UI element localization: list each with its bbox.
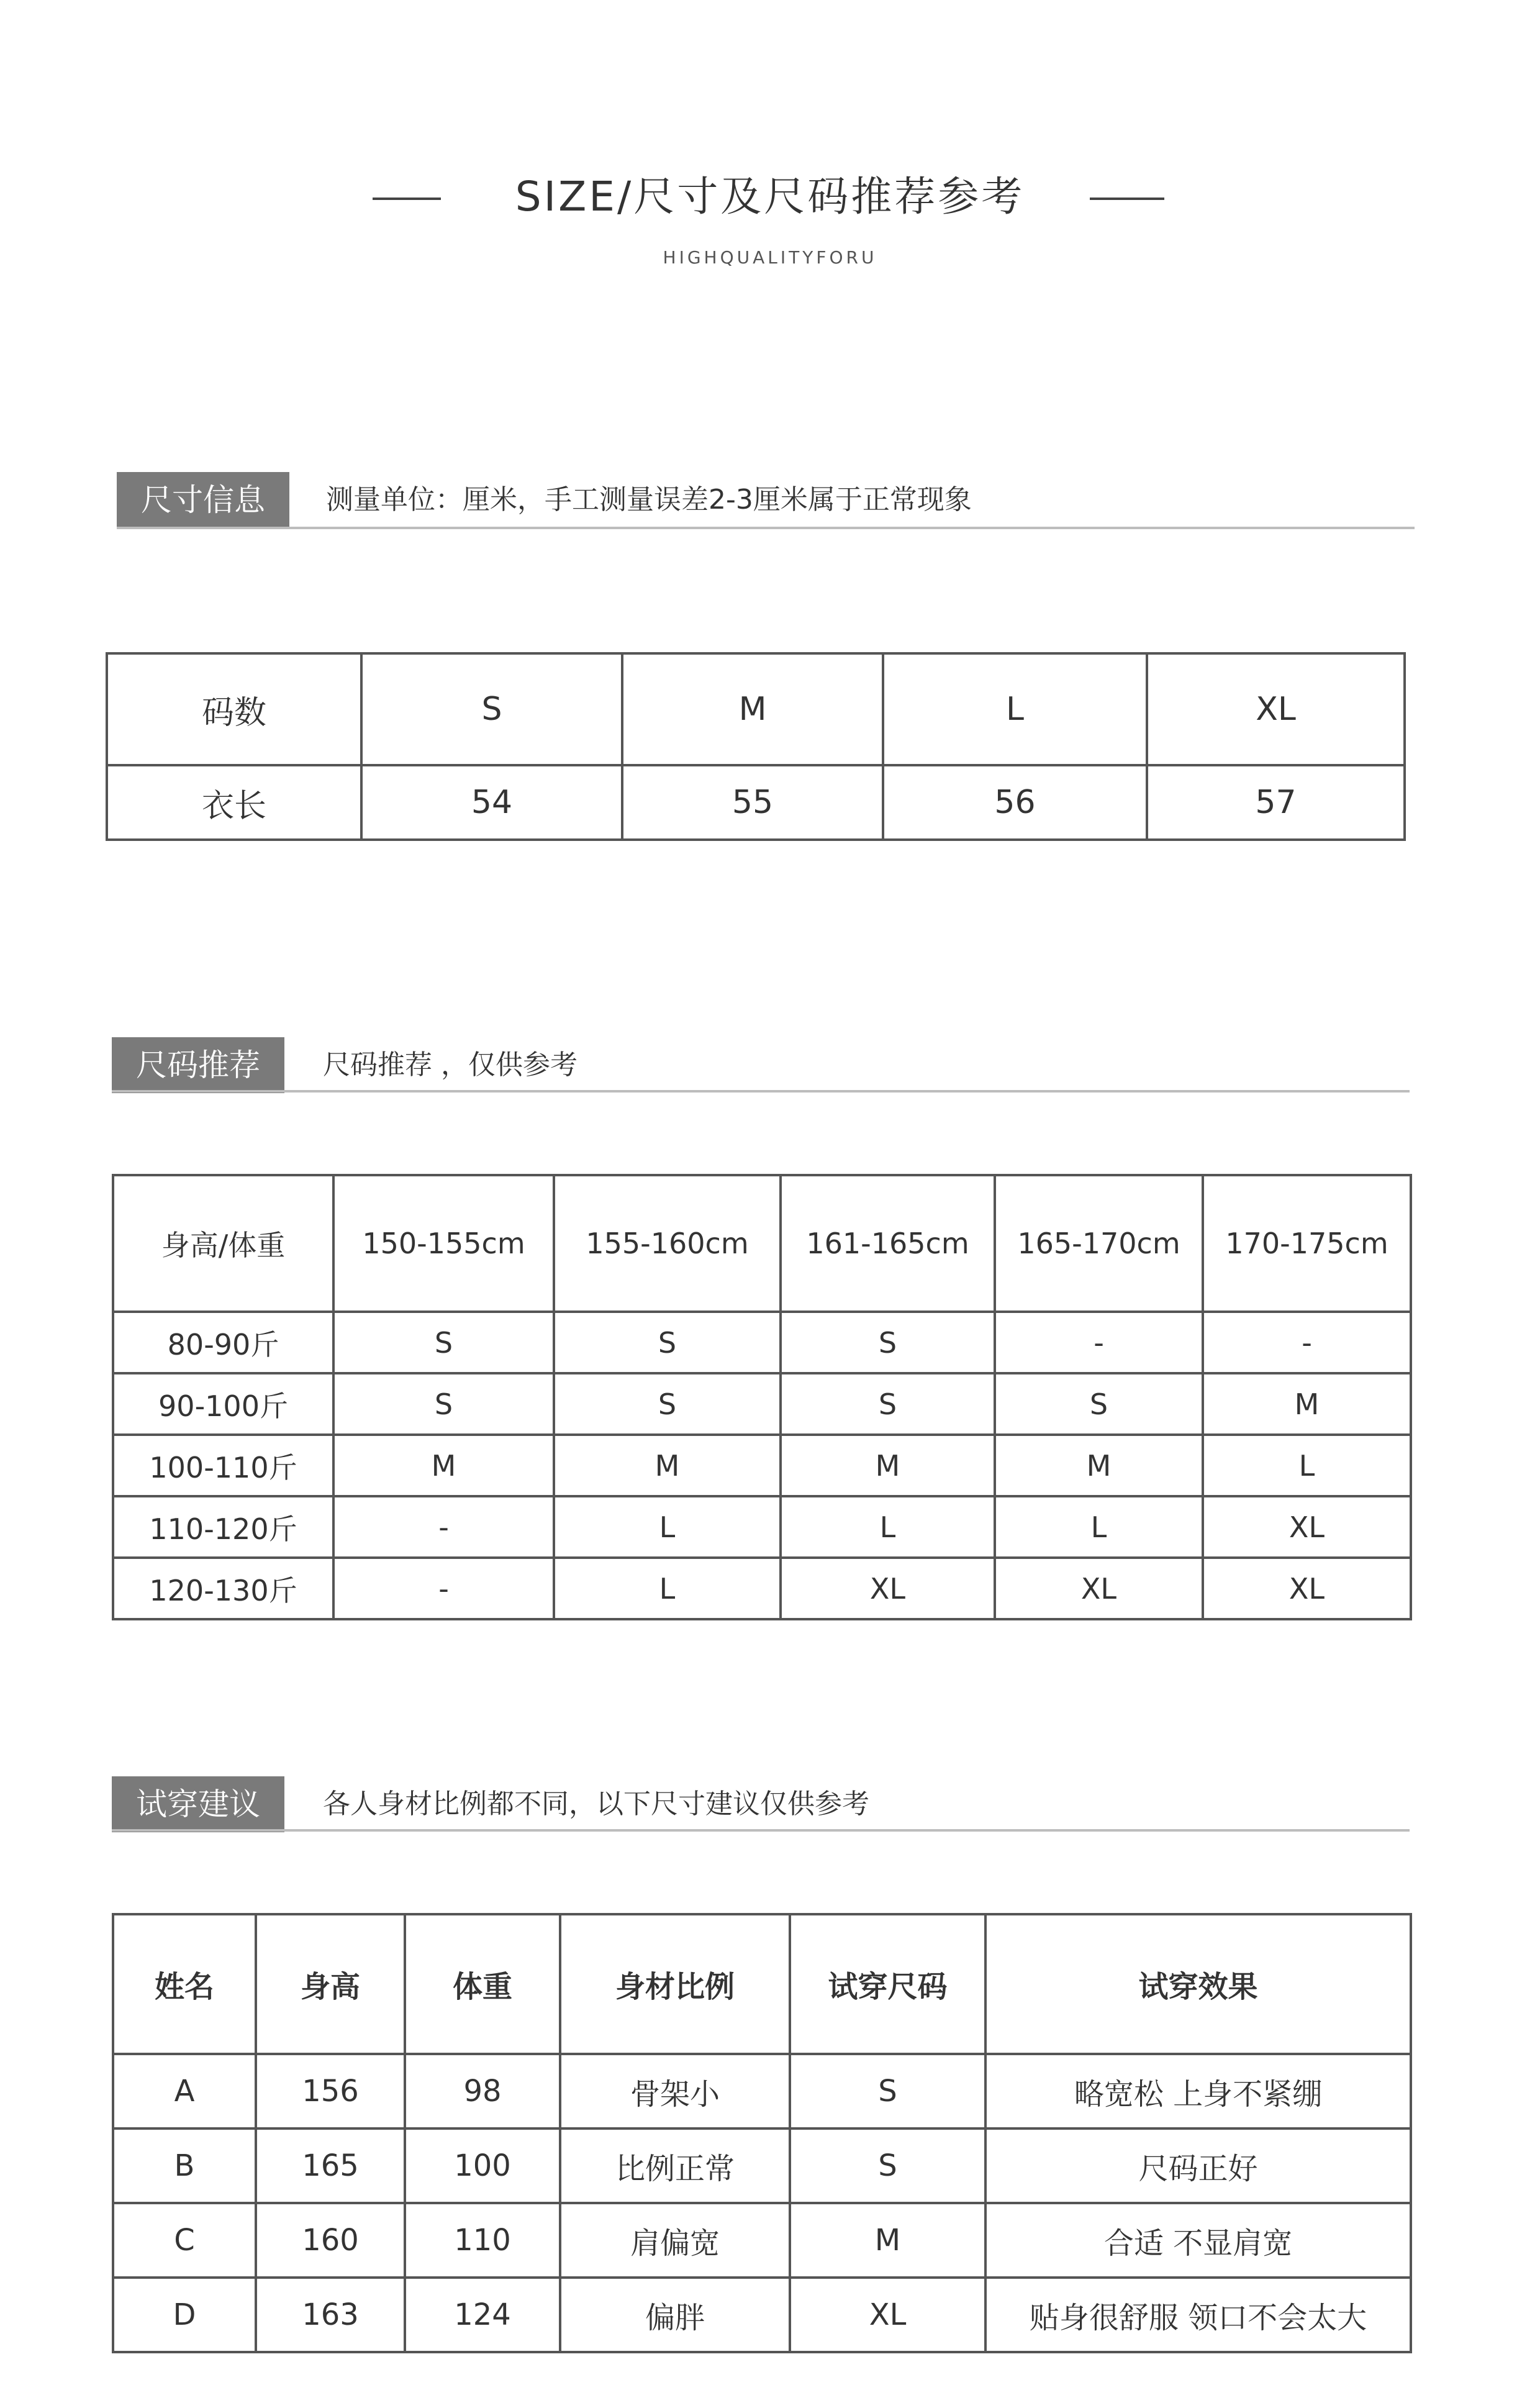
table-header-cell: 身高	[256, 1914, 405, 2054]
table-header-cell: 码数	[107, 653, 361, 765]
table-cell: 贴身很舒服 领口不会太大	[985, 2278, 1411, 2352]
page-subtitle: HIGHQUALITYFORU	[663, 247, 877, 268]
table-cell: M	[995, 1435, 1203, 1496]
table-row	[113, 2054, 1411, 2128]
table-cell: S	[333, 1312, 554, 1373]
table-cell: S	[554, 1312, 781, 1373]
table-header-cell: 150-155cm	[333, 1175, 554, 1312]
table-header-cell: 165-170cm	[995, 1175, 1203, 1312]
table-cell: L	[554, 1558, 781, 1619]
title-left-rule	[373, 198, 441, 200]
table-header-cell: 170-175cm	[1203, 1175, 1411, 1312]
table-cell: 165	[256, 2128, 405, 2203]
table-cell: M	[554, 1435, 781, 1496]
table-cell: S	[790, 2054, 985, 2128]
table-row	[113, 1312, 1411, 1373]
table-header-row	[113, 1914, 1411, 2054]
table-cell: S	[781, 1312, 995, 1373]
table-cell: 尺码正好	[985, 2128, 1411, 2203]
table-header-cell: 身材比例	[560, 1914, 790, 2054]
section-desc-size-info: 测量单位：厘米，手工测量误差2-3厘米属于正常现象	[326, 484, 972, 516]
table-cell: 54	[361, 765, 622, 840]
section-rule	[112, 1829, 1410, 1832]
table-cell: 110	[405, 2203, 560, 2278]
table-header-cell: XL	[1147, 653, 1405, 765]
table-cell: 100-110斤	[113, 1435, 333, 1496]
table-row	[113, 1558, 1411, 1619]
table-header-cell: L	[883, 653, 1147, 765]
table-cell: D	[113, 2278, 256, 2352]
table-cell: -	[995, 1312, 1203, 1373]
table-cell: S	[554, 1373, 781, 1435]
section-tag-size-recommend: 尺码推荐	[112, 1037, 284, 1093]
table-cell: L	[781, 1496, 995, 1558]
table-cell: L	[554, 1496, 781, 1558]
table-cell: 合适 不显肩宽	[985, 2203, 1411, 2278]
table-cell: C	[113, 2203, 256, 2278]
table-header-cell: 试穿尺码	[790, 1914, 985, 2054]
table-cell: 156	[256, 2054, 405, 2128]
table-cell: M	[781, 1435, 995, 1496]
table-cell: 57	[1147, 765, 1405, 840]
table-cell: 110-120斤	[113, 1496, 333, 1558]
table-cell: M	[790, 2203, 985, 2278]
table-row	[113, 1435, 1411, 1496]
table-row	[113, 2128, 1411, 2203]
table-cell: -	[1203, 1312, 1411, 1373]
section-tag-size-info: 尺寸信息	[117, 472, 289, 528]
table-cell: 骨架小	[560, 2054, 790, 2128]
section-rule	[117, 527, 1415, 529]
table-header-cell: 161-165cm	[781, 1175, 995, 1312]
table-cell: 98	[405, 2054, 560, 2128]
table-cell: 90-100斤	[113, 1373, 333, 1435]
table-cell: M	[1203, 1373, 1411, 1435]
section-desc-size-recommend: 尺码推荐 ，仅供参考	[323, 1049, 578, 1081]
table-cell: L	[1203, 1435, 1411, 1496]
size-recommend-table	[112, 1174, 1412, 1620]
table-header-row	[113, 1175, 1411, 1312]
table-row	[113, 2203, 1411, 2278]
table-cell: XL	[995, 1558, 1203, 1619]
table-cell: B	[113, 2128, 256, 2203]
table-header-cell: M	[622, 653, 883, 765]
table-header-cell: 155-160cm	[554, 1175, 781, 1312]
table-row	[113, 2278, 1411, 2352]
table-cell: 80-90斤	[113, 1312, 333, 1373]
table-cell: S	[781, 1373, 995, 1435]
table-cell: S	[333, 1373, 554, 1435]
table-cell: 偏胖	[560, 2278, 790, 2352]
table-row	[113, 1496, 1411, 1558]
table-cell: 100	[405, 2128, 560, 2203]
table-cell: 120-130斤	[113, 1558, 333, 1619]
table-cell: 略宽松 上身不紧绷	[985, 2054, 1411, 2128]
table-cell: A	[113, 2054, 256, 2128]
table-cell: XL	[1203, 1496, 1411, 1558]
table-cell: -	[333, 1496, 554, 1558]
table-cell: L	[995, 1496, 1203, 1558]
table-cell: XL	[790, 2278, 985, 2352]
table-header-cell: S	[361, 653, 622, 765]
table-header-row	[107, 653, 1405, 765]
table-cell: 163	[256, 2278, 405, 2352]
table-cell: XL	[1203, 1558, 1411, 1619]
table-cell: S	[790, 2128, 985, 2203]
table-cell: 160	[256, 2203, 405, 2278]
table-row	[113, 1373, 1411, 1435]
table-header-cell: 姓名	[113, 1914, 256, 2054]
fitting-advice-table	[112, 1913, 1412, 2353]
table-header-cell: 身高/体重	[113, 1175, 333, 1312]
table-cell: 55	[622, 765, 883, 840]
size-info-table	[106, 652, 1406, 841]
section-desc-fitting-advice: 各人身材比例都不同，以下尺寸建议仅供参考	[323, 1788, 869, 1820]
table-cell: M	[333, 1435, 554, 1496]
table-cell: 56	[883, 765, 1147, 840]
table-cell: -	[333, 1558, 554, 1619]
table-cell: 衣长	[107, 765, 361, 840]
table-cell: XL	[781, 1558, 995, 1619]
table-row	[107, 765, 1405, 840]
title-right-rule	[1090, 198, 1164, 200]
page-title: SIZE/尺寸及尺码推荐参考	[515, 173, 1025, 220]
section-rule	[112, 1090, 1410, 1093]
table-cell: 比例正常	[560, 2128, 790, 2203]
table-cell: 肩偏宽	[560, 2203, 790, 2278]
table-header-cell: 试穿效果	[985, 1914, 1411, 2054]
table-header-cell: 体重	[405, 1914, 560, 2054]
table-cell: 124	[405, 2278, 560, 2352]
section-tag-fitting-advice: 试穿建议	[112, 1776, 284, 1832]
table-cell: S	[995, 1373, 1203, 1435]
